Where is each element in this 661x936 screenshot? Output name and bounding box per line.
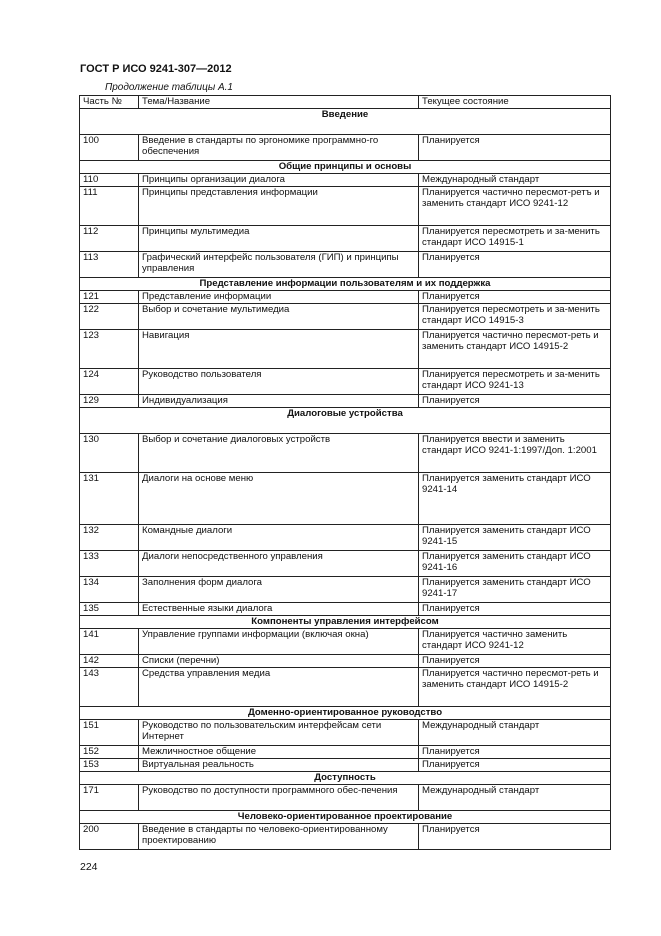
table-row: [80, 655, 611, 668]
topic-cell: Навигация: [139, 330, 419, 369]
table-caption: Продолжение таблицы А.1: [105, 82, 233, 93]
part-number-cell: 151: [80, 720, 139, 746]
table-row: [80, 434, 611, 473]
column-header-part: Часть №: [80, 96, 139, 109]
section-row: [80, 707, 611, 720]
table-header-row: [80, 96, 611, 109]
topic-cell: Естественные языки диалога: [139, 603, 419, 616]
status-cell: Планируется ввести и заменить стандарт ИСО 9241-1:1997/Доп. 1:2001: [419, 434, 611, 473]
status-cell: Планируется: [419, 135, 611, 161]
part-number-cell: 132: [80, 525, 139, 551]
status-cell: Планируется: [419, 746, 611, 759]
topic-cell: Выбор и сочетание диалоговых устройств: [139, 434, 419, 473]
status-cell: Планируется заменить стандарт ИСО 9241-14: [419, 473, 611, 525]
table-row: [80, 135, 611, 161]
column-header-topic: Тема/Название: [139, 96, 419, 109]
topic-cell: Индивидуализация: [139, 395, 419, 408]
section-title: Доменно-ориентированное руководство: [80, 707, 611, 720]
table-row: [80, 330, 611, 369]
part-number-cell: 200: [80, 824, 139, 850]
status-cell: Планируется заменить стандарт ИСО 9241-17: [419, 577, 611, 603]
section-title: Введение: [80, 109, 611, 135]
topic-cell: Списки (перечни): [139, 655, 419, 668]
topic-cell: Диалоги непосредственного управления: [139, 551, 419, 577]
table-row: [80, 746, 611, 759]
status-cell: Планируется пересмотреть и за-менить стандарт ИСО 9241-13: [419, 369, 611, 395]
topic-cell: Введение в стандарты по эргономике программно-го обеспечения: [139, 135, 419, 161]
topic-cell: Принципы представления информации: [139, 187, 419, 226]
part-number-cell: 142: [80, 655, 139, 668]
page-number: 224: [80, 861, 98, 873]
table-row: [80, 473, 611, 525]
part-number-cell: 153: [80, 759, 139, 772]
section-title: Человеко-ориентированное проектирование: [80, 811, 611, 824]
table-body: [80, 109, 611, 850]
topic-cell: Руководство пользователя: [139, 369, 419, 395]
part-number-cell: 124: [80, 369, 139, 395]
table-row: [80, 629, 611, 655]
section-title: Доступность: [80, 772, 611, 785]
table-row: [80, 759, 611, 772]
table-row: [80, 252, 611, 278]
table-row: [80, 174, 611, 187]
part-number-cell: 123: [80, 330, 139, 369]
topic-cell: Принципы организации диалога: [139, 174, 419, 187]
part-number-cell: 113: [80, 252, 139, 278]
section-title: Общие принципы и основы: [80, 161, 611, 174]
part-number-cell: 110: [80, 174, 139, 187]
section-row: [80, 616, 611, 629]
status-cell: Планируется: [419, 395, 611, 408]
status-cell: Планируется пересмотреть и за-менить стандарт ИСО 14915-3: [419, 304, 611, 330]
status-cell: Планируется частично пересмот-реть и заменить стандарт ИСО 14915-2: [419, 330, 611, 369]
section-row: [80, 811, 611, 824]
status-cell: Планируется заменить стандарт ИСО 9241-16: [419, 551, 611, 577]
table-row: [80, 525, 611, 551]
topic-cell: Выбор и сочетание мультимедиа: [139, 304, 419, 330]
part-number-cell: 135: [80, 603, 139, 616]
table-row: [80, 668, 611, 707]
part-number-cell: 141: [80, 629, 139, 655]
status-cell: Планируется: [419, 759, 611, 772]
status-cell: Планируется частично заменить стандарт ИСО 9241-12: [419, 629, 611, 655]
section-row: [80, 161, 611, 174]
part-number-cell: 129: [80, 395, 139, 408]
part-number-cell: 134: [80, 577, 139, 603]
status-cell: Планируется: [419, 655, 611, 668]
table-row: [80, 785, 611, 811]
part-number-cell: 130: [80, 434, 139, 473]
topic-cell: Командные диалоги: [139, 525, 419, 551]
table-row: [80, 551, 611, 577]
status-cell: Планируется заменить стандарт ИСО 9241-15: [419, 525, 611, 551]
status-cell: Международный стандарт: [419, 785, 611, 811]
part-number-cell: 143: [80, 668, 139, 707]
status-cell: Планируется пересмотреть и за-менить стандарт ИСО 14915-1: [419, 226, 611, 252]
status-cell: Международный стандарт: [419, 174, 611, 187]
topic-cell: Руководство по пользовательским интерфейсам сети Интернет: [139, 720, 419, 746]
part-number-cell: 100: [80, 135, 139, 161]
topic-cell: Графический интерфейс пользователя (ГИП) и принципы управления: [139, 252, 419, 278]
table-row: [80, 720, 611, 746]
part-number-cell: 121: [80, 291, 139, 304]
document-header: ГОСТ Р ИСО 9241-307—2012: [80, 63, 232, 75]
status-cell: Планируется частично пересмот-ретъ и заменить стандарт ИСО 9241-12: [419, 187, 611, 226]
topic-cell: Принципы мультимедиа: [139, 226, 419, 252]
section-row: [80, 772, 611, 785]
part-number-cell: 122: [80, 304, 139, 330]
status-cell: Планируется: [419, 291, 611, 304]
status-cell: Планируется: [419, 824, 611, 850]
status-cell: Планируется частично пересмот-реть и заменить стандарт ИСО 14915-2: [419, 668, 611, 707]
part-number-cell: 131: [80, 473, 139, 525]
table-row: [80, 824, 611, 850]
part-number-cell: 133: [80, 551, 139, 577]
status-cell: Международный стандарт: [419, 720, 611, 746]
table-row: [80, 577, 611, 603]
topic-cell: Виртуальная реальность: [139, 759, 419, 772]
status-cell: Планируется: [419, 603, 611, 616]
standards-table: [79, 95, 611, 850]
status-cell: Планируется: [419, 252, 611, 278]
topic-cell: Заполнения форм диалога: [139, 577, 419, 603]
table-row: [80, 304, 611, 330]
topic-cell: Средства управления медиа: [139, 668, 419, 707]
part-number-cell: 111: [80, 187, 139, 226]
section-row: [80, 408, 611, 434]
topic-cell: Введение в стандарты по человеко-ориентированному проектированию: [139, 824, 419, 850]
section-row: [80, 109, 611, 135]
table-row: [80, 187, 611, 226]
part-number-cell: 112: [80, 226, 139, 252]
topic-cell: Диалоги на основе меню: [139, 473, 419, 525]
part-number-cell: 152: [80, 746, 139, 759]
topic-cell: Представление информации: [139, 291, 419, 304]
topic-cell: Управление группами информации (включая окна): [139, 629, 419, 655]
column-header-status: Текущее состояние: [419, 96, 611, 109]
table-row: [80, 369, 611, 395]
section-title: Представление информации пользователям и их поддержка: [80, 278, 611, 291]
table-row: [80, 603, 611, 616]
table-row: [80, 226, 611, 252]
table-row: [80, 291, 611, 304]
topic-cell: Межличностное общение: [139, 746, 419, 759]
table-row: [80, 395, 611, 408]
section-row: [80, 278, 611, 291]
section-title: Диалоговые устройства: [80, 408, 611, 434]
part-number-cell: 171: [80, 785, 139, 811]
topic-cell: Руководство по доступности программного обес-печения: [139, 785, 419, 811]
section-title: Компоненты управления интерфейсом: [80, 616, 611, 629]
